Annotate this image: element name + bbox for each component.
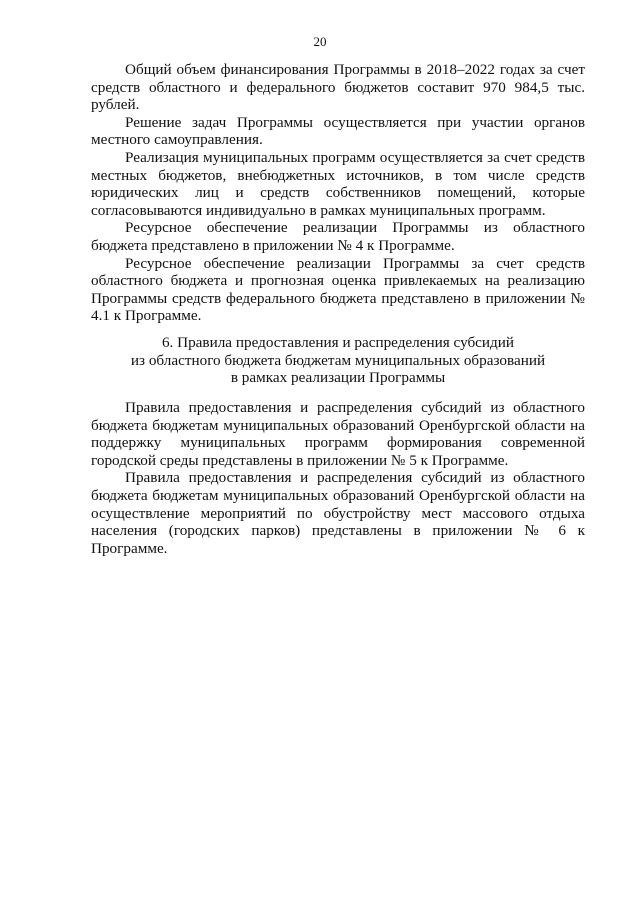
paragraph-subsidy-urban-environment: Правила предоставления и распределения субсидий из областного бюджета бюджетам муниципальных образований Оренбургской области на поддержку муниципальных программ формирования современной городской среды представлены в приложении № 5 к Программе. xyxy=(91,399,585,469)
paragraph-local-government: Решение задач Программы осуществляется при участии органов местного самоуправления. xyxy=(91,113,585,149)
body-text-top xyxy=(91,61,585,325)
section-heading-line: из областного бюджета бюджетам муниципальных образований xyxy=(130,351,546,369)
paragraph-resource-regional: Ресурсное обеспечение реализации Программы из областного бюджета представлено в приложении № 4 к Программе. xyxy=(91,219,585,254)
paragraph-subsidy-parks: Правила предоставления и распределения субсидий из областного бюджета бюджетам муниципальных образований Оренбургской области на осуществление мероприятий по обустройству мест массового отдыха населения (городских парков) представлены в приложении № 6 к Программе. xyxy=(91,469,585,557)
section-heading xyxy=(91,334,585,387)
paragraph-municipal-programs: Реализация муниципальных программ осуществляется за счет средств местных бюджетов, внебюджетных источников, в том числе средств юридических лиц и средств собственников помещений, которые согласовываются индивидуально в рамках муниципальных программ. xyxy=(91,148,585,219)
section-heading-line: 6. Правила предоставления и распределения субсидий xyxy=(161,334,515,351)
body-text-bottom xyxy=(91,399,585,557)
paragraph-funding: Общий объем финансирования Программы в 2018–2022 годах за счет средств областного и федерального бюджетов составит 970 984,5 тыс. рублей. xyxy=(91,61,585,114)
page-number: 20 xyxy=(313,34,327,49)
paragraph-resource-federal: Ресурсное обеспечение реализации Программы за счет средств областного бюджета и прогнозная оценка привлекаемых на реализацию Программы средств федерального бюджета представлено в приложении № 4.1 к Программе. xyxy=(91,254,585,325)
section-heading-line: в рамках реализации Программы xyxy=(230,369,446,387)
